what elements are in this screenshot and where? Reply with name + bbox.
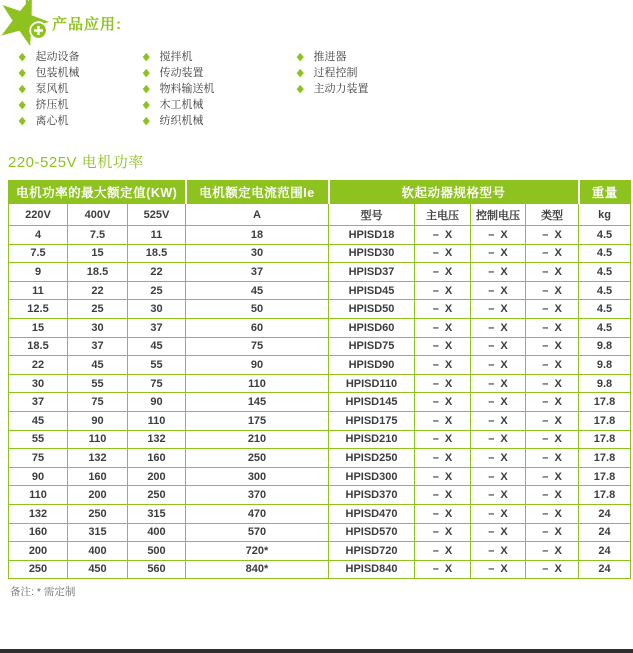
table-cell: – X xyxy=(415,504,471,523)
table-subheader: 类型 xyxy=(526,204,579,226)
table-cell: – X xyxy=(526,244,579,263)
table-header-group: 电机额定电流范围Ie xyxy=(186,181,329,204)
table-cell: 22 xyxy=(9,356,68,375)
table-cell: HPISD175 xyxy=(329,411,415,430)
table-row xyxy=(9,430,631,449)
table-subheader: 主电压 xyxy=(415,204,471,226)
motor-power-table xyxy=(8,180,631,579)
diamond-bullet-icon: ◆ xyxy=(296,51,304,63)
table-cell: 18.5 xyxy=(68,263,128,282)
table-cell: 11 xyxy=(9,281,68,300)
table-cell: 4 xyxy=(9,226,68,245)
diamond-bullet-icon: ◆ xyxy=(142,99,150,111)
applications-column xyxy=(142,49,214,129)
table-cell: – X xyxy=(526,356,579,375)
table-subheader: 控制电压 xyxy=(471,204,526,226)
table-row xyxy=(9,411,631,430)
table-cell: – X xyxy=(415,337,471,356)
table-cell: 75 xyxy=(9,449,68,468)
table-cell: HPISD570 xyxy=(329,523,415,542)
table-cell: 175 xyxy=(186,411,329,430)
table-cell: – X xyxy=(526,300,579,319)
table-cell: – X xyxy=(526,393,579,412)
application-item xyxy=(296,81,368,97)
table-cell: – X xyxy=(526,430,579,449)
application-label: 搅拌机 xyxy=(159,51,193,63)
table-cell: 4.5 xyxy=(579,281,631,300)
table-cell: 15 xyxy=(9,318,68,337)
table-cell: 4.5 xyxy=(579,263,631,282)
table-cell: 55 xyxy=(68,374,128,393)
table-cell: 15 xyxy=(68,244,128,263)
table-cell: – X xyxy=(415,300,471,319)
table-cell: – X xyxy=(526,374,579,393)
applications-column xyxy=(18,49,79,129)
table-cell: – X xyxy=(526,523,579,542)
table-cell: 450 xyxy=(68,560,128,579)
application-label: 过程控制 xyxy=(313,67,358,79)
table-cell: 300 xyxy=(186,467,329,486)
table-cell: 75 xyxy=(186,337,329,356)
table-cell: 110 xyxy=(186,374,329,393)
table-cell: – X xyxy=(415,523,471,542)
table-cell: 30 xyxy=(186,244,329,263)
table-subheader: 525V xyxy=(128,204,186,226)
table-cell: HPISD300 xyxy=(329,467,415,486)
table-row xyxy=(9,504,631,523)
table-cell: – X xyxy=(526,263,579,282)
table-cell: – X xyxy=(471,560,526,579)
table-cell: 160 xyxy=(68,467,128,486)
table-cell: – X xyxy=(526,318,579,337)
table-cell: 315 xyxy=(68,523,128,542)
table-cell: 18.5 xyxy=(9,337,68,356)
table-cell: 17.8 xyxy=(579,467,631,486)
table-subheader: 型号 xyxy=(329,204,415,226)
table-cell: 145 xyxy=(186,393,329,412)
applications-title: 产品应用: xyxy=(52,16,122,33)
diamond-bullet-icon: ◆ xyxy=(18,51,26,63)
table-cell: 90 xyxy=(128,393,186,412)
application-label: 推进器 xyxy=(313,51,347,63)
diamond-bullet-icon: ◆ xyxy=(18,99,26,111)
section-title: 220-525V 电机功率 xyxy=(8,154,144,171)
table-cell: 160 xyxy=(9,523,68,542)
table-cell: – X xyxy=(471,300,526,319)
table-cell: 9.8 xyxy=(579,337,631,356)
table-cell: 9 xyxy=(9,263,68,282)
table-cell: – X xyxy=(526,281,579,300)
table-cell: 22 xyxy=(128,263,186,282)
table-row xyxy=(9,244,631,263)
table-cell: 110 xyxy=(68,430,128,449)
table-cell: 22 xyxy=(68,281,128,300)
diamond-bullet-icon: ◆ xyxy=(18,83,26,95)
table-cell: – X xyxy=(415,430,471,449)
table-cell: 45 xyxy=(128,337,186,356)
table-cell: 55 xyxy=(9,430,68,449)
table-cell: 30 xyxy=(9,374,68,393)
table-cell: HPISD840 xyxy=(329,560,415,579)
table-cell: 400 xyxy=(128,523,186,542)
diamond-bullet-icon: ◆ xyxy=(296,83,304,95)
table-cell: 160 xyxy=(128,449,186,468)
table-header-group-row xyxy=(9,181,631,204)
table-cell: – X xyxy=(526,467,579,486)
table-cell: – X xyxy=(471,542,526,561)
application-label: 离心机 xyxy=(35,115,69,127)
table-cell: 25 xyxy=(68,300,128,319)
table-cell: 37 xyxy=(186,263,329,282)
table-cell: – X xyxy=(415,356,471,375)
table-cell: HPISD145 xyxy=(329,393,415,412)
table-cell: – X xyxy=(471,393,526,412)
applications-column xyxy=(296,49,368,97)
table-cell: HPISD720 xyxy=(329,542,415,561)
table-cell: – X xyxy=(471,411,526,430)
application-label: 泵风机 xyxy=(35,83,69,95)
table-cell: 37 xyxy=(128,318,186,337)
table-cell: – X xyxy=(471,467,526,486)
table-cell: – X xyxy=(526,411,579,430)
footnote: 备注: * 需定制 xyxy=(10,586,76,598)
table-cell: 4.5 xyxy=(579,300,631,319)
table-cell: – X xyxy=(526,542,579,561)
table-row xyxy=(9,523,631,542)
table-cell: – X xyxy=(471,281,526,300)
table-row xyxy=(9,560,631,579)
table-cell: 470 xyxy=(186,504,329,523)
table-cell: 840* xyxy=(186,560,329,579)
diamond-bullet-icon: ◆ xyxy=(142,83,150,95)
table-cell: 7.5 xyxy=(9,244,68,263)
application-label: 物料输送机 xyxy=(159,83,215,95)
table-cell: 7.5 xyxy=(68,226,128,245)
table-cell: – X xyxy=(415,226,471,245)
application-item xyxy=(142,113,214,129)
table-cell: – X xyxy=(471,449,526,468)
table-cell: 200 xyxy=(128,467,186,486)
star-plus-icon xyxy=(0,0,57,53)
table-cell: – X xyxy=(526,226,579,245)
table-cell: – X xyxy=(526,449,579,468)
table-row xyxy=(9,467,631,486)
application-item xyxy=(18,65,79,81)
table-cell: 37 xyxy=(9,393,68,412)
table-cell: 60 xyxy=(186,318,329,337)
table-cell: 9.8 xyxy=(579,374,631,393)
diamond-bullet-icon: ◆ xyxy=(142,51,150,63)
table-cell: 570 xyxy=(186,523,329,542)
table-cell: 24 xyxy=(579,523,631,542)
table-cell: 25 xyxy=(128,281,186,300)
table-body xyxy=(9,226,631,579)
table-cell: 55 xyxy=(128,356,186,375)
table-cell: – X xyxy=(415,318,471,337)
table-cell: – X xyxy=(415,393,471,412)
table-cell: HPISD45 xyxy=(329,281,415,300)
table-cell: 50 xyxy=(186,300,329,319)
table-cell: 110 xyxy=(9,486,68,505)
table-cell: 11 xyxy=(128,226,186,245)
table-cell: – X xyxy=(471,504,526,523)
table-row xyxy=(9,542,631,561)
table-cell: – X xyxy=(415,411,471,430)
table-cell: 17.8 xyxy=(579,486,631,505)
application-item xyxy=(142,97,214,113)
table-row xyxy=(9,263,631,282)
diamond-bullet-icon: ◆ xyxy=(296,67,304,79)
table-cell: 400 xyxy=(68,542,128,561)
table-cell: – X xyxy=(471,430,526,449)
diamond-bullet-icon: ◆ xyxy=(142,115,150,127)
application-label: 挤压机 xyxy=(35,99,69,111)
table-subheader-row xyxy=(9,204,631,226)
table-cell: HPISD75 xyxy=(329,337,415,356)
diamond-bullet-icon: ◆ xyxy=(18,115,26,127)
table-cell: 45 xyxy=(9,411,68,430)
table-header-group: 重量 xyxy=(579,181,631,204)
table-cell: HPISD210 xyxy=(329,430,415,449)
table-cell: 4.5 xyxy=(579,244,631,263)
table-cell: HPISD250 xyxy=(329,449,415,468)
table-cell: 75 xyxy=(128,374,186,393)
diamond-bullet-icon: ◆ xyxy=(142,67,150,79)
table-cell: 200 xyxy=(68,486,128,505)
application-label: 主动力装置 xyxy=(313,83,369,95)
table-cell: HPISD37 xyxy=(329,263,415,282)
table-cell: 370 xyxy=(186,486,329,505)
table-cell: 17.8 xyxy=(579,430,631,449)
table-cell: 17.8 xyxy=(579,449,631,468)
table-cell: – X xyxy=(471,356,526,375)
table-cell: 132 xyxy=(9,504,68,523)
application-label: 传动装置 xyxy=(159,67,204,79)
table-row xyxy=(9,300,631,319)
table-cell: 18.5 xyxy=(128,244,186,263)
table-cell: 75 xyxy=(68,393,128,412)
table-cell: 24 xyxy=(579,542,631,561)
application-label: 起动设备 xyxy=(35,51,80,63)
table-cell: HPISD18 xyxy=(329,226,415,245)
table-row xyxy=(9,281,631,300)
table-cell: – X xyxy=(471,318,526,337)
table-cell: – X xyxy=(415,486,471,505)
table-subheader: 400V xyxy=(68,204,128,226)
table-cell: – X xyxy=(471,263,526,282)
application-item xyxy=(296,49,368,65)
diamond-bullet-icon: ◆ xyxy=(18,67,26,79)
table-row xyxy=(9,449,631,468)
table-row xyxy=(9,486,631,505)
table-row xyxy=(9,393,631,412)
table-cell: HPISD30 xyxy=(329,244,415,263)
application-item xyxy=(18,81,79,97)
table-cell: 45 xyxy=(186,281,329,300)
application-label: 纺织机械 xyxy=(159,115,204,127)
table-cell: – X xyxy=(471,486,526,505)
table-cell: HPISD60 xyxy=(329,318,415,337)
table-cell: – X xyxy=(415,467,471,486)
application-item xyxy=(296,65,368,81)
table-cell: – X xyxy=(415,281,471,300)
table-cell: 24 xyxy=(579,504,631,523)
table-cell: HPISD90 xyxy=(329,356,415,375)
table-cell: – X xyxy=(415,542,471,561)
table-cell: 250 xyxy=(9,560,68,579)
table-cell: 132 xyxy=(68,449,128,468)
table-cell: 250 xyxy=(128,486,186,505)
table-cell: HPISD470 xyxy=(329,504,415,523)
table-cell: – X xyxy=(415,244,471,263)
table-cell: 250 xyxy=(186,449,329,468)
table-cell: 250 xyxy=(68,504,128,523)
application-label: 木工机械 xyxy=(159,99,204,111)
table-cell: – X xyxy=(471,226,526,245)
table-cell: HPISD50 xyxy=(329,300,415,319)
table-cell: – X xyxy=(471,374,526,393)
table-cell: 24 xyxy=(579,560,631,579)
table-cell: 560 xyxy=(128,560,186,579)
table-cell: 4.5 xyxy=(579,318,631,337)
table-header-group: 软起动器规格型号 xyxy=(329,181,579,204)
application-item xyxy=(142,49,214,65)
table-cell: 12.5 xyxy=(9,300,68,319)
table-cell: HPISD110 xyxy=(329,374,415,393)
table-cell: 37 xyxy=(68,337,128,356)
table-cell: 500 xyxy=(128,542,186,561)
application-item xyxy=(18,49,79,65)
table-row xyxy=(9,337,631,356)
table-subheader: A xyxy=(186,204,329,226)
table-cell: 132 xyxy=(128,430,186,449)
table-cell: – X xyxy=(526,486,579,505)
table-cell: 30 xyxy=(68,318,128,337)
table-cell: 90 xyxy=(186,356,329,375)
application-item xyxy=(142,65,214,81)
table-cell: 90 xyxy=(68,411,128,430)
table-cell: – X xyxy=(415,449,471,468)
table-cell: – X xyxy=(415,263,471,282)
table-header-group: 电机功率的最大额定值(KW) xyxy=(9,181,186,204)
table-cell: – X xyxy=(471,244,526,263)
table-cell: 17.8 xyxy=(579,393,631,412)
table-cell: 315 xyxy=(128,504,186,523)
table-cell: 30 xyxy=(128,300,186,319)
table-cell: 9.8 xyxy=(579,356,631,375)
table-subheader: kg xyxy=(579,204,631,226)
table-cell: – X xyxy=(526,337,579,356)
table-cell: 720* xyxy=(186,542,329,561)
table-cell: – X xyxy=(471,523,526,542)
table-cell: – X xyxy=(526,504,579,523)
table-cell: – X xyxy=(526,560,579,579)
table-cell: 45 xyxy=(68,356,128,375)
table-row xyxy=(9,226,631,245)
application-item xyxy=(18,97,79,113)
table-cell: 4.5 xyxy=(579,226,631,245)
table-cell: HPISD370 xyxy=(329,486,415,505)
table-cell: 200 xyxy=(9,542,68,561)
table-cell: – X xyxy=(415,560,471,579)
table-row xyxy=(9,356,631,375)
table-cell: 90 xyxy=(9,467,68,486)
application-item xyxy=(142,81,214,97)
application-item xyxy=(18,113,79,129)
table-cell: 18 xyxy=(186,226,329,245)
table-cell: – X xyxy=(471,337,526,356)
table-row xyxy=(9,374,631,393)
table-cell: 110 xyxy=(128,411,186,430)
table-cell: 210 xyxy=(186,430,329,449)
table-cell: 17.8 xyxy=(579,411,631,430)
application-label: 包装机械 xyxy=(35,67,80,79)
table-row xyxy=(9,318,631,337)
table-cell: – X xyxy=(415,374,471,393)
bottom-bar xyxy=(0,649,633,653)
table-subheader: 220V xyxy=(9,204,68,226)
